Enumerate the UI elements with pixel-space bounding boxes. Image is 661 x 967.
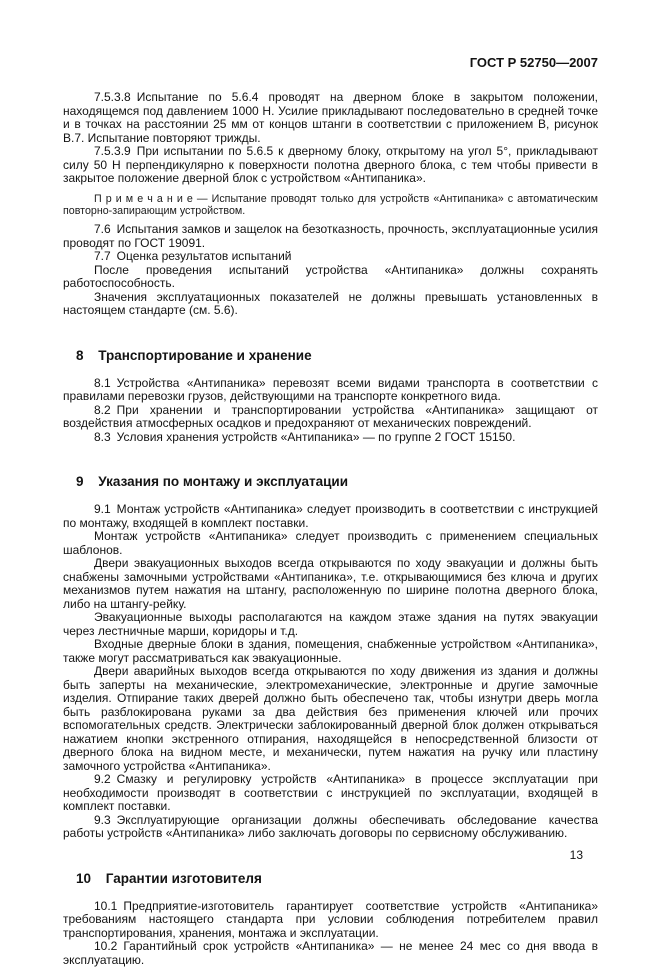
paragraph-9-1-evac-doors: Двери эвакуационных выходов всегда открываются по ходу эвакуации и должны быть снабжены замочными устройствами «Антипаника», т.е. открывающимися без ключа и других механизмов путем нажатия на штангу, расположенную по ширине полотна дверного блока, либо на штангу-рейку. — [63, 556, 598, 611]
section-8-heading — [63, 348, 598, 363]
note-7-5-3-9: П р и м е ч а н и е — Испытание проводят только для устройств «Антипаника» с автоматическим повторно-запирающим устройством. — [63, 192, 598, 217]
paragraph-7-5-3-9: 7.5.3.9 При испытании по 5.6.5 к дверному блоку, открытому на угол 5°, прикладывают силу 50 Н перпендикулярно к поверхности полотна дверного блока, с тем чтобы привести в закрытое положение дверной блок с устройством «Антипаника». — [63, 144, 598, 185]
paragraph-8-2: 8.2 При хранении и транспортировании устройства «Антипаника» защищают от воздействия атмосферных осадков и предохраняют от механических повреждений. — [63, 402, 598, 431]
section-8-title: Транспортирование и хранение — [98, 347, 312, 363]
section-10-number: 10 — [76, 870, 92, 886]
paragraph-7-7-values: Значения эксплуатационных показателей не должны превышать установленных в настоящем стандарте (см. 5.6). — [63, 289, 598, 318]
section-9-title: Указания по монтажу и эксплуатации — [98, 474, 349, 490]
paragraph-10-1: 10.1 Предприятие-изготовитель гарантирует соответствие устройств «Антипаника» требованиям настоящего стандарта при условии соблюдения потребителем правил транспортирования, хранения, монтажа и эксплуатации. — [63, 898, 598, 940]
paragraph-9-3: 9.3 Эксплуатирующие организации должны обеспечивать обследование качества работы устройств «Антипаника» либо заключать договоры по сервисному обслуживанию. — [63, 812, 598, 841]
paragraph-9-1-evac-exits: Эвакуационные выходы располагаются на каждом этаже здания на путях эвакуации через лестничные марши, коридоры и т.д. — [63, 610, 598, 638]
page-number: 13 — [569, 848, 583, 862]
paragraph-7-5-3-8: 7.5.3.8 Испытание по 5.6.4 проводят на дверном блоке в закрытом положении, находящемся под давлением 1000 Н. Усилие прикладывают последовательно в средней точке и в точках на расстоянии 25 мм от концов штанги в соответствии с приложением В, рисунок В.7. Испытание повторяют трижды. — [63, 90, 598, 145]
section-10-heading — [63, 871, 598, 886]
paragraph-9-1-emergency: Двери аварийных выходов всегда открываются по ходу движения из здания и должны быть заперты на механические, электромеханические, электронные и другие замочные изделия. Отпирание таких дверей должно быть обеспечено так, чтобы изнутри дверь могла быть разблокирована руками за два действия без применения ключей или прочих вспомогательных средств. Электрически заблокированный дверной блок должен открываться нажатием кнопки экстренного отпирания, находящейся в непосредственной близости от дверного блока на видном месте, и механически, путем нажатия на ручку или пластину замочного устройства «Антипаника». — [63, 664, 598, 773]
paragraph-9-2: 9.2 Смазку и регулировку устройств «Антипаника» в процессе эксплуатации при необходимости производят в соответствии с инструкцией по эксплуатации, входящей в комплект поставки. — [63, 772, 598, 814]
paragraph-9-1: 9.1 Монтаж устройств «Антипаника» следует производить в соответствии с инструкцией по монтажу, входящей в комплект поставки. — [63, 502, 598, 530]
paragraph-9-1-templates: Монтаж устройств «Антипаника» следует производить с применением специальных шаблонов. — [63, 529, 598, 557]
paragraph-9-1-entrance: Входные дверные блоки в здания, помещения, снабженные устройством «Антипаника», также могут рассматриваться как эвакуационные. — [63, 637, 598, 665]
section-9-heading — [63, 474, 598, 489]
paragraph-7-6: 7.6 Испытания замков и защелок на безотказность, прочность, эксплуатационные усилия проводят по ГОСТ 19091. — [63, 222, 598, 250]
section-8-number: 8 — [76, 347, 84, 363]
paragraph-8-1: 8.1 Устройства «Антипаника» перевозят всеми видами транспорта в соответствии с правилами перевозки грузов, действующими на транспорте конкретного вида. — [63, 375, 598, 404]
paragraph-7-7-title: 7.7 Оценка результатов испытаний — [94, 249, 292, 264]
section-10-title: Гарантии изготовителя — [105, 870, 262, 886]
section-9-number: 9 — [76, 474, 84, 490]
paragraph-7-7-result: После проведения испытаний устройства «Антипаника» должны сохранять работоспособность. — [63, 262, 598, 291]
paragraph-8-3: 8.3 Условия хранения устройств «Антипаника» — по группе 2 ГОСТ 15150. — [94, 429, 516, 444]
standard-reference-header: ГОСТ Р 52750—2007 — [469, 55, 598, 70]
paragraph-10-2: 10.2 Гарантийный срок устройств «Антипаника» — не менее 24 мес со дня ввода в эксплуатацию. — [63, 939, 598, 967]
